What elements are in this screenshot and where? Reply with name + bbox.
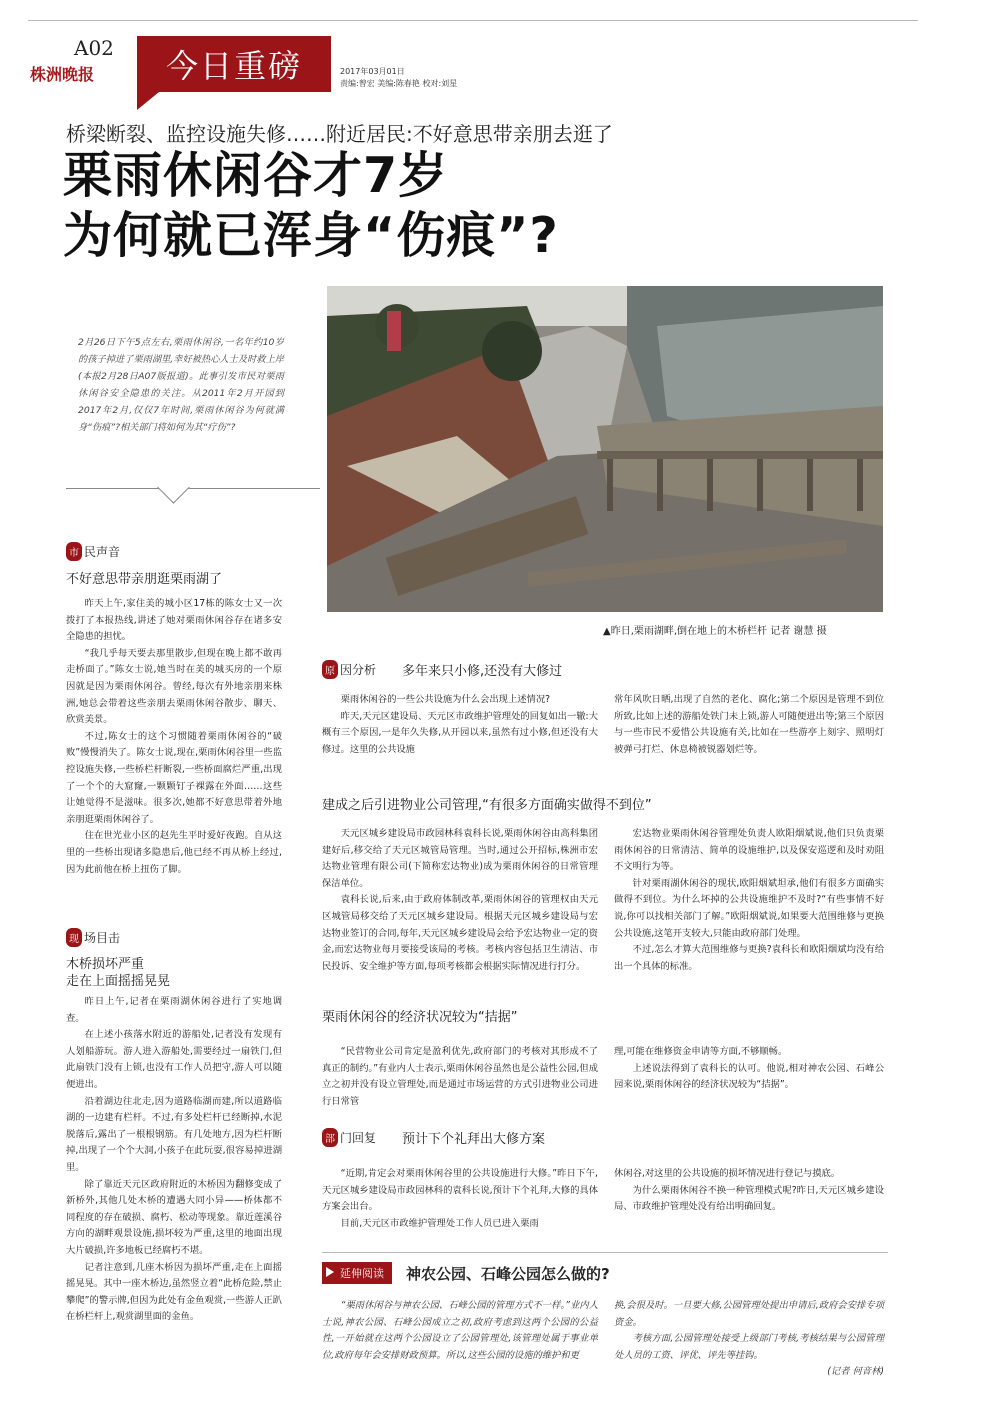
paragraph: 昨天,天元区建设局、天元区市政维护管理处的回复如出一辙:大概有三个原因,一是年久失修,从开园以来,虽然有过小修,但还没有大修过。这里的公共设施: [322, 710, 598, 755]
citizen-section-tag: [66, 542, 120, 561]
paragraph: 宏达物业栗雨休闲谷管理处负责人欧阳烟斌说,他们只负责栗雨休闲谷的日常清洁、简单的设施维护,以及保安巡逻和及时劝阻不文明行为等。: [614, 828, 884, 873]
cause-col-2: [614, 692, 884, 758]
paragraph: 记者注意到,几座木桥因为损坏严重,走在上面摇摇晃晃。其中一座木桥边,虽然竖立着“此桥危险,禁止攀爬”的警示牌,但因为此处有金鱼观赏,一些游人正趴在桥栏杆上,观赏湖里面的金鱼。: [66, 1261, 282, 1323]
paragraph: 不过,陈女士的这个习惯随着栗雨休闲谷的“破败”慢慢消失了。陈女士说,现在,栗雨休闲谷里一些监控设施失修,一些桥栏杆断裂,一些桥面腐烂严重,出现了一个个的大窟窿,一颗颗钉子裸露在外面……这些让她觉得不是滋味。很多次,她都不好意思带着外地亲朋逛栗雨休闲谷了。: [66, 730, 282, 825]
scene-subtitle-1: 木桥损坏严重: [66, 957, 145, 972]
paragraph: 换,会很及时。一旦要大修,公园管理处提出申请后,政府会安排专项资金。: [614, 1300, 884, 1328]
photo-caption: ▲昨日,栗雨湖畔,倒在地上的木桥栏杆 记者 谢慧 摄: [603, 626, 827, 637]
section-banner-tail: [137, 92, 159, 110]
issue-meta: [340, 66, 457, 90]
paragraph: 为什么栗雨休闲谷不换一种管理模式呢?昨日,天元区城乡建设局、市政维护管理处没有给出明确回复。: [614, 1184, 884, 1213]
paragraph: “我几乎每天要去那里散步,但现在晚上都不敢再走桥面了。”陈女士说,她当时在美的城买房的一个原因就是因为栗雨休闲谷。曾经,每次有外地亲朋来株洲,她总会带着这些亲朋去栗雨休闲谷散步、聊天、欣赏美景。: [66, 647, 282, 726]
paragraph: 沿着湖边往北走,因为道路临湖而建,所以道路临湖的一边建有栏杆。不过,有多处栏杆已经断掉,水泥脱落后,露出了一根根钢筋。有几处地方,因为栏杆断掉,出现了一个个大洞,小孩子在此玩耍,很容易掉进湖里。: [66, 1095, 282, 1173]
cause-col-1: [322, 692, 598, 758]
mgmt-col-2: [614, 826, 884, 975]
lead-divider: [66, 488, 320, 489]
paragraph: 昨日上午,记者在栗雨湖休闲谷进行了实地调查。: [66, 996, 282, 1024]
page-number: A02: [74, 36, 114, 60]
headline: [63, 146, 559, 266]
scene-body: [66, 994, 282, 1326]
scene-section-tag: [66, 928, 120, 947]
paragraph: 除了靠近天元区政府附近的木桥因为翻修变成了新桥外,其他几处木桥的遭遇大同小异——桥体都不同程度的存在破损、腐朽、松动等现象。靠近莲溪谷方向的湖畔观景设施,损坏较为严重,这里的地面出现大片破损,许多地板已经腐朽不堪。: [66, 1178, 282, 1256]
headline-line-2: 为何就已浑身“伤痕”?: [63, 207, 559, 264]
mgmt-subtitle: 建成之后引进物业公司管理,“有很多方面确实做得不到位”: [322, 798, 652, 813]
paragraph: 袁科长说,后来,由于政府体制改革,栗雨休闲谷的管理权由天元区城管局移交给了天元区城乡建设局。根据天元区城乡建设局与宏达物业签订的合同,每年,天元区城乡建设局会给予宏达物业一定的资金,而宏达物业每月要接受该局的考核。考核内容包括卫生清洁、市民投诉、安全维护等方面,每项考核都会根据实际情况进行打分。: [322, 894, 598, 972]
paragraph: 昨天上午,家住美的城小区17栋的陈女士又一次拨打了本报热线,讲述了她对栗雨休闲谷存在诸多安全隐患的担忧。: [66, 598, 282, 643]
paragraph: “栗雨休闲谷与神农公园、石峰公园的管理方式不一样。”业内人士说,神农公园、石峰公园成立之初,政府考虑到这两个公园的公益性,一开始就在这两个公园设立了公园管理处,该管理处属于事业单位,政府每年会安排财政预算。所以,这些公园的设施的维护和更: [322, 1300, 598, 1361]
mgmt-col-1: [322, 826, 598, 975]
ext-reading-tag: 延伸阅读: [322, 1262, 392, 1284]
ext-divider: [322, 1252, 888, 1253]
tag-pill: 现: [66, 928, 82, 947]
scene-subtitle-2: 走在上面摇摇晃晃: [66, 974, 171, 989]
ext-header: [322, 1262, 610, 1284]
ext-title: 神农公园、石峰公园怎么做的?: [406, 1264, 610, 1283]
newspaper-logo: 株洲晚报: [30, 65, 95, 84]
lead-paragraph: 2月26日下午5点左右,栗雨休闲谷,一名年约10岁的孩子掉进了栗雨湖里,幸好被热心人士及时救上岸(本报2月28日A07版报道)。此事引发市民对栗雨休闲谷安全隐患的关注。从2011年2月开园到2017年2月,仅仅7年时间,栗雨休闲谷为何就满身“伤痕”?相关部门将如何为其“疗伤”?: [78, 337, 284, 433]
paragraph: 考核方面,公园管理处接受上级部门考核,考核结果与公园管理处人员的工资、评优、评先等挂钩。: [614, 1333, 884, 1361]
paragraph: 在上述小孩落水附近的游船处,记者没有发现有人划船游玩。游人进入游船处,需要经过一扇铁门,但此扇铁门没有上锁,也没有工作人员把守,游人可以随便进出。: [66, 1029, 282, 1090]
paragraph: 栗雨休闲谷的一些公共设施为什么会出现上述情况?: [340, 694, 551, 705]
dept-section-tag: [322, 1128, 545, 1147]
paragraph: 住在世光业小区的赵先生平时爱好夜跑。自从这里的一些桥出现诸多隐患后,他已经不再从桥上经过,因为此前他在桥上扭伤了脚。: [66, 830, 282, 875]
paragraph: “民营物业公司肯定是盈利优先,政府部门的考核对其形成不了真正的制约。”有业内人士表示,栗雨休闲谷虽然也是公益性公园,但成立之初并没有设立管理处,而是通过市场运营的方式引进物业公司进行日常管: [322, 1046, 598, 1107]
paragraph: “近期,肯定会对栗雨休闲谷里的公共设施进行大修。”昨日下午,天元区城乡建设局市政园林科的袁科长说,预计下个礼拜,大修的具体方案会出台。: [322, 1168, 598, 1213]
tag-label: 门回复: [340, 1131, 377, 1145]
tag-pill: 市: [66, 542, 82, 561]
ext-col-2: [614, 1298, 884, 1381]
cause-subtitle: 多年来只小修,还没有大修过: [402, 664, 563, 679]
cause-section-tag: [322, 660, 562, 679]
econ-col-1: [322, 1044, 598, 1110]
paragraph: 针对栗雨湖休闲谷的现状,欧阳烟斌坦承,他们有很多方面确实做得不到位。为什么坏掉的公共设施维护不及时?“有些事情不好说,你可以找相关部门了解。”欧阳烟斌说,如果要大范围维修与更换公共设施,这笔开支较大,只能由政府部门处理。: [614, 877, 884, 939]
dept-subtitle: 预计下个礼拜出大修方案: [402, 1132, 546, 1147]
tag-label: 民声音: [84, 545, 121, 559]
tag-label: 因分析: [340, 663, 377, 677]
econ-subtitle: 栗雨休闲谷的经济状况较为“拮据”: [322, 1010, 518, 1025]
headline-line-1: 栗雨休闲谷才7岁: [63, 147, 449, 204]
paragraph: 上述说法得到了袁科长的认可。他说,相对神农公园、石峰公园来说,栗雨休闲谷的经济状况较为“拮据”。: [614, 1062, 884, 1091]
ext-col-1: [322, 1298, 598, 1364]
tag-pill: 原: [322, 660, 338, 679]
dept-col-1: [322, 1166, 598, 1232]
paragraph: 常年风吹日晒,出现了自然的老化、腐化;第二个原因是管理不到位所致,比如上述的游船处铁门未上锁,游人可随便进出等;第三个原因与一些市民不爱惜公共设施有关,比如在一些游亭上刻字、照明灯被弹弓打烂、休息椅被锐器划烂等。: [614, 694, 884, 755]
citizen-subtitle: 不好意思带亲朋逛栗雨湖了: [66, 572, 223, 587]
paragraph: 不过,怎么才算大范围维修与更换?袁科长和欧阳烟斌均没有给出一个具体的标准。: [614, 944, 884, 972]
section-banner: 今日重磅: [137, 36, 331, 92]
tag-pill: 部: [322, 1128, 338, 1147]
paragraph: 休闲谷,对这里的公共设施的损坏情况进行登记与摸底。: [614, 1168, 841, 1179]
tag-label: 场目击: [84, 931, 121, 945]
paragraph: 理,可能在维修资金申请等方面,不够顺畅。: [614, 1046, 788, 1057]
editor-credits: 责编:曾宏 美编:陈春艳 校对:刘星: [340, 79, 458, 88]
kicker: 桥梁断裂、监控设施失修……附近居民:不好意思带亲朋去逛了: [66, 122, 613, 146]
paragraph: 目前,天元区市政维护管理处工作人员已进入栗雨: [340, 1217, 539, 1229]
econ-col-2: [614, 1044, 884, 1094]
dept-col-2: [614, 1166, 884, 1216]
chevron-down-icon: [157, 471, 190, 504]
issue-date: 2017年03月01日: [340, 67, 405, 76]
paragraph: 天元区城乡建设局市政园林科袁科长说,栗雨休闲谷由高科集团建好后,移交给了天元区城管局管理。当时,通过公开招标,株洲市宏达物业管理有限公司(下简称宏达物业)成为栗雨休闲谷的日常管理保洁单位。: [322, 828, 598, 889]
byline: (记者 何音林): [827, 1366, 884, 1378]
citizen-body: [66, 596, 282, 878]
top-rule: [28, 20, 918, 21]
news-photo: [327, 286, 883, 612]
